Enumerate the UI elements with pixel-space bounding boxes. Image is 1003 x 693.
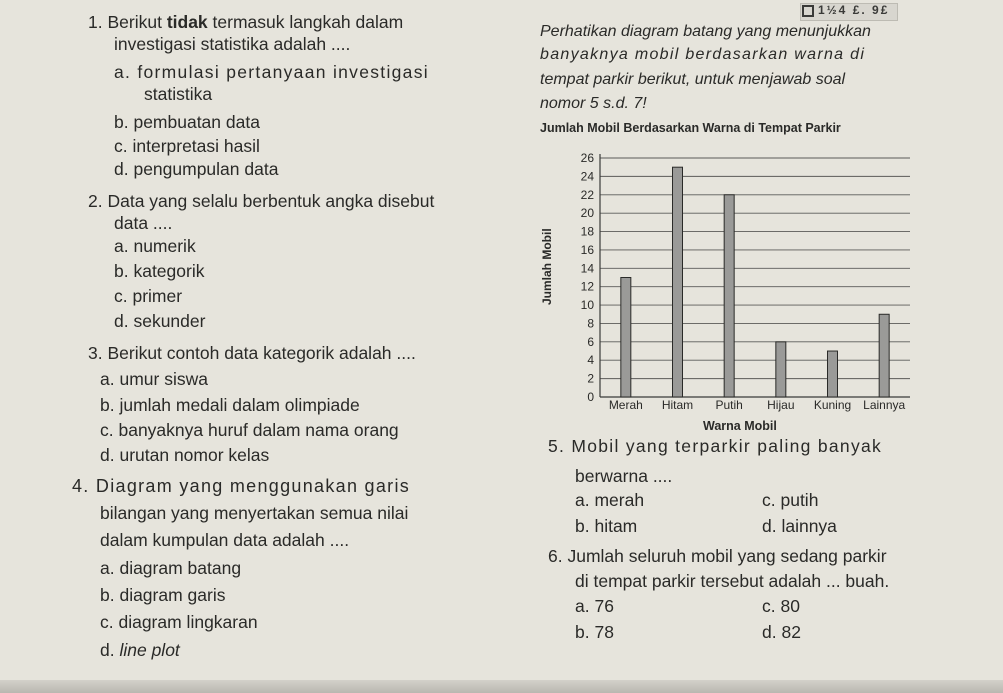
q1-option-b: b. pembuatan data [114,112,260,132]
y-tick-label: 22 [580,187,594,202]
y-tick-label: 20 [580,206,594,221]
q3-option-d: d. urutan nomor kelas [100,445,270,465]
q5-option-b: b. hitam [575,516,638,536]
q2-line2: data .... [114,213,173,233]
q5-option-d: d. lainnya [762,516,837,536]
x-category-label: Hijau [767,398,795,412]
q4-option-d: d. line plot [100,640,180,660]
q3-option-c: c. banyaknya huruf dalam nama orang [100,420,399,440]
q4-option-c: c. diagram lingkaran [100,612,258,632]
y-tick-label: 4 [587,353,594,368]
chart-title: Jumlah Mobil Berdasarkan Warna di Tempat Parkir [540,121,841,135]
q6-option-d: d. 82 [762,622,801,642]
intro-line4: nomor 5 s.d. 7! [540,95,647,112]
chart-y-axis-label: Jumlah Mobil [540,228,554,305]
chart-x-axis-label: Warna Mobil [703,419,777,433]
y-tick-label: 6 [587,334,594,349]
q2-line1: 2. Data yang selalu berbentuk angka disebut [88,191,435,211]
q4-line3: dalam kumpulan data adalah .... [100,530,350,550]
q5-option-c: c. putih [762,490,819,510]
y-tick-label: 18 [580,224,594,239]
q6-option-c: c. 80 [762,596,800,616]
q1-option-a-cont: statistika [144,84,213,104]
q5-line1: 5. Mobil yang terparkir paling banyak [548,436,883,456]
q2-option-c: c. primer [114,286,183,306]
q6-option-a: a. 76 [575,596,614,616]
q3-line1: 3. Berikut contoh data kategorik adalah .... [88,343,416,363]
q4-line1: 4. Diagram yang menggunakan garis [72,476,411,496]
bar-hitam [673,167,683,397]
q3-option-a: a. umur siswa [100,369,208,389]
q6-line2: di tempat parkir tersebut adalah ... buah. [575,571,890,591]
y-tick-label: 2 [587,371,594,386]
qr-code-icon [802,5,814,17]
y-tick-label: 10 [580,298,594,313]
x-category-label: Lainnya [863,398,906,412]
q2-option-a: a. numerik [114,236,196,256]
header-code-text: 1½4 £. 9£ [818,3,890,17]
y-tick-label: 12 [580,279,594,294]
q4-line2: bilangan yang menyertakan semua nilai [100,503,409,523]
bar-putih [724,195,734,397]
bar-lainnya [879,314,889,397]
q1-line1: 1. Berikut tidak termasuk langkah dalam [88,12,404,32]
q4-option-a: a. diagram batang [100,558,242,578]
q1-option-a: a. formulasi pertanyaan investigasi [114,62,429,82]
x-category-label: Kuning [813,398,852,412]
bar-chart [560,138,920,428]
q1-line2: investigasi statistika adalah .... [114,34,351,54]
q2-option-d: d. sekunder [114,311,206,331]
intro-line2: banyaknya mobil berdasarkan warna di [540,46,866,63]
intro-line3: tempat parkir berikut, untuk menjawab soal [540,71,846,88]
q4-option-b: b. diagram garis [100,585,226,605]
q2-option-b: b. kategorik [114,261,205,281]
q6-line1: 6. Jumlah seluruh mobil yang sedang parkir [548,546,887,566]
q1-option-c: c. interpretasi hasil [114,136,260,156]
q5-option-a: a. merah [575,490,645,510]
y-tick-label: 0 [587,390,594,404]
x-category-label: Putih [715,398,743,412]
y-tick-label: 14 [580,261,594,276]
x-category-label: Hitam [661,398,694,412]
y-tick-label: 8 [587,316,594,331]
q1-option-d: d. pengumpulan data [114,159,279,179]
bar-hijau [776,342,786,397]
q5-line2: berwarna .... [575,466,673,486]
q3-option-b: b. jumlah medali dalam olimpiade [100,395,360,415]
bar-kuning [828,351,838,397]
bar-merah [621,278,631,398]
q6-option-b: b. 78 [575,622,614,642]
intro-line1: Perhatikan diagram batang yang menunjukkan [540,23,871,40]
bottom-page-edge [0,680,1003,693]
y-tick-label: 16 [580,242,594,257]
y-tick-label: 26 [580,151,594,165]
y-tick-label: 24 [580,169,594,184]
x-category-label: Merah [608,398,643,412]
